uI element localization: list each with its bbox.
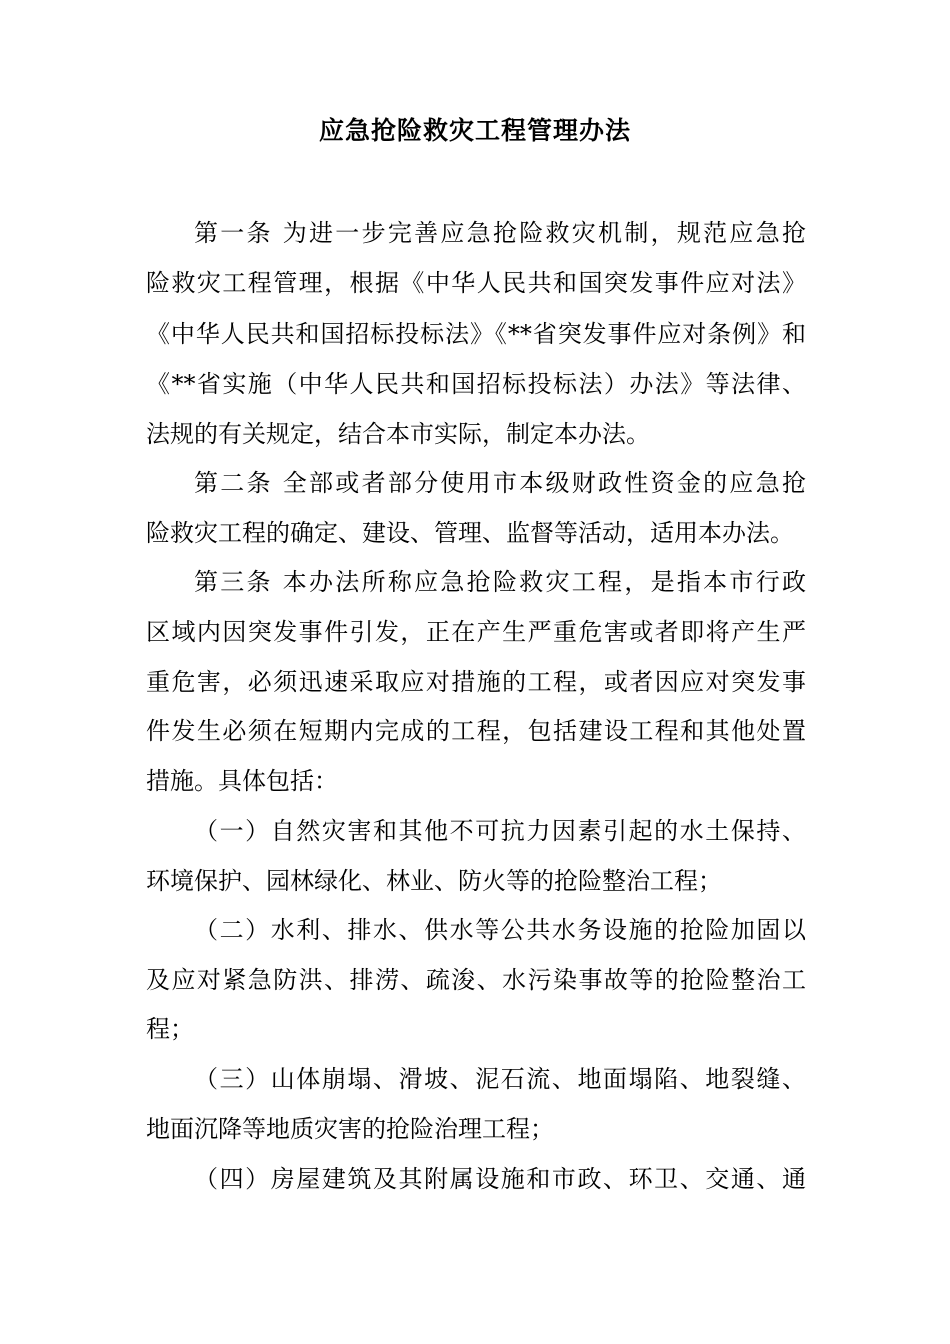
body-text-line: 第三条 本办法所称应急抢险救灾工程，是指本市行政	[194, 568, 806, 596]
body-text-line: （一）自然灾害和其他不可抗力因素引起的水土保持、	[194, 817, 806, 845]
body-text-line: 《中华人民共和国招标投标法》《**省突发事件应对条例》和	[146, 320, 806, 348]
body-text-line: 地面沉降等地质灾害的抢险治理工程；	[146, 1115, 554, 1143]
body-text-line: 法规的有关规定，结合本市实际，制定本办法。	[146, 420, 650, 448]
body-text-line: （三）山体崩塌、滑坡、泥石流、地面塌陷、地裂缝、	[194, 1065, 806, 1093]
body-text-line: 《**省实施（中华人民共和国招标投标法）办法》等法律、	[146, 370, 806, 398]
body-text-line: 险救灾工程的确定、建设、管理、监督等活动，适用本办法。	[146, 519, 794, 547]
body-text-line: 第一条 为进一步完善应急抢险救灾机制，规范应急抢	[194, 219, 806, 247]
body-text-line: 措施。具体包括：	[146, 767, 338, 795]
body-text-line: 区域内因突发事件引发，正在产生严重危害或者即将产生严	[146, 618, 806, 646]
body-text-line: 重危害，必须迅速采取应对措施的工程，或者因应对突发事	[146, 668, 806, 696]
body-text-line: （四）房屋建筑及其附属设施和市政、环卫、交通、通	[194, 1165, 806, 1193]
body-text-line: 第二条 全部或者部分使用市本级财政性资金的应急抢	[194, 469, 806, 497]
body-text-line: （二）水利、排水、供水等公共水务设施的抢险加固以	[194, 916, 806, 944]
body-text-line: 险救灾工程管理，根据《中华人民共和国突发事件应对法》	[146, 269, 806, 297]
body-text-line: 件发生必须在短期内完成的工程，包括建设工程和其他处置	[146, 717, 806, 745]
document-title: 应急抢险救灾工程管理办法	[318, 116, 631, 145]
body-text-line: 及应对紧急防洪、排涝、疏浚、水污染事故等的抢险整治工	[146, 966, 806, 994]
body-text-line: 环境保护、园林绿化、林业、防火等的抢险整治工程；	[146, 867, 722, 895]
body-text-line: 程；	[146, 1015, 194, 1043]
